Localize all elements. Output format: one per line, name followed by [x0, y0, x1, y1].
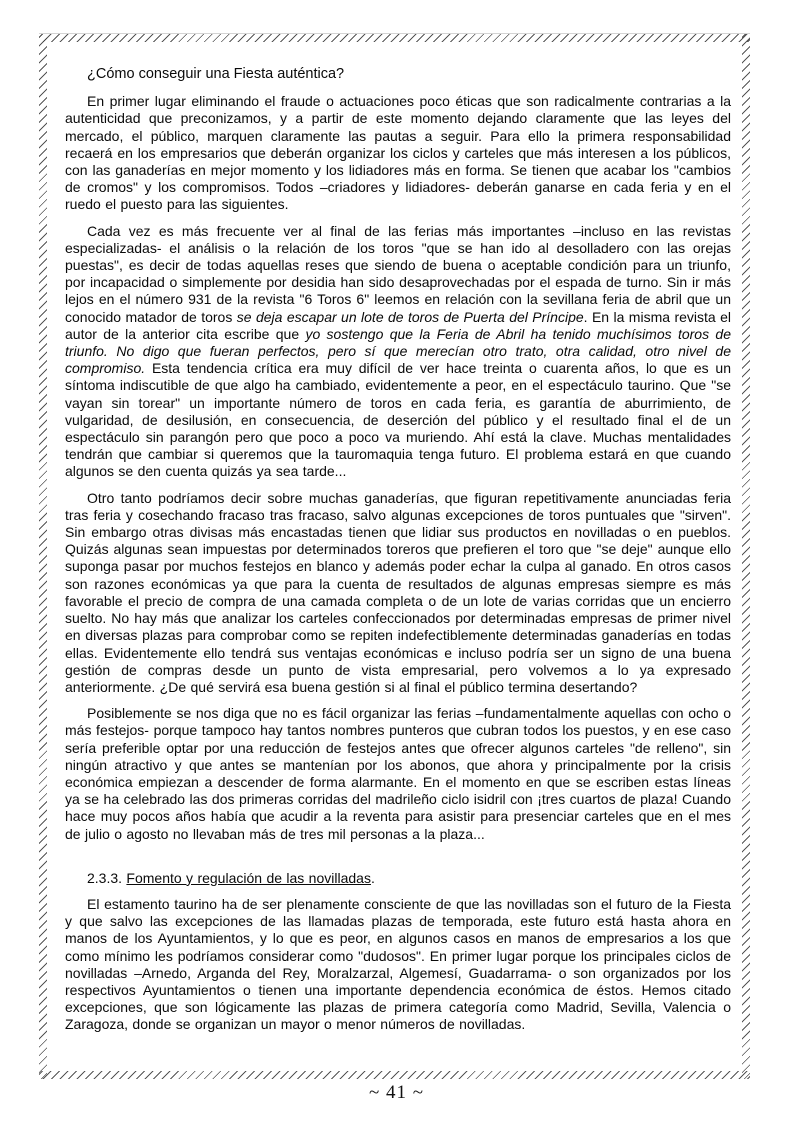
- text-run: Otro tanto podríamos decir sobre muchas ganaderías, que figuran repetitivamente anunciadas feria tras feria y cosechando fracaso tras fracaso, salvo algunas excepciones de toros puntuales que "sirven". Sin embargo otras divisas más encastadas tienen que lidiar sus productos en novilladas o en pueblos. Quizás algunas sean impuestas por determinados toreros que prefieren el toro que "se deje" aunque ello suponga pasar por muchos festejos en blanco y además poder echar la culpa al ganado. En otros casos son razones económicas ya que para la cuenta de resultados de algunas empresas siempre es más favorable el precio de compra de una camada completa o de un lote de varias corridas que un encierro suelto. No hay más que analizar los carteles confeccionados por determinadas empresas de primer nivel en diversas plazas para comprobar como se repiten indefectiblemente determinadas ganaderías en todas ellas. Evidentemente ello tendrá sus ventajas económicas e incluso podría ser un signo de una buena gestión de compras desde un punto de vista empresarial, pero volvemos a lo ya expresado anteriormente. ¿De qué servirá esa buena gestión si al final el público termina desertando?: [65, 489, 731, 695]
- page-border-left: [39, 34, 47, 1079]
- text-run-italic: yo sostengo que la Feria de Abril ha tenido muchísimos toros de triunfo. No digo que fueran perfectos, pero sí que merecían otro trato, otra calidad, otro nivel de compromiso.: [65, 325, 731, 377]
- paragraph-5: [65, 896, 731, 1034]
- text-run: Posiblemente se nos diga que no es fácil organizar las ferias –fundamentalmente aquellas con ocho o más festejos- porque tampoco hay tantos nombres punteros que cubran todos los puestos, y en ese caso sería preferible optar por una reducción de festejos antes que ofrecer algunos carteles "de relleno", sin ningún atractivo y que antes se mantenían por los abonos, que ahora y principalmente por la crisis económica empiezan a descender de forma alarmante. En el momento en que se escriben estas líneas ya se ha celebrado las dos primeras corridas del madrileño ciclo isidril con ¡tres cuartos de plaza! Cuando hace muy pocos años había que acudir a la reventa para asistir para presenciar carteles que en el mes de julio o agosto no llevaban más de tres mil personas a la plaza...: [65, 705, 731, 842]
- document-body: [47, 42, 742, 1071]
- text-run: El estamento taurino ha de ser plenamente consciente de que las novilladas son el futuro de la Fiesta y que salvo las excepciones de las llamadas plazas de temporada, este futuro está hasta ahora en manos de los Ayuntamientos, y lo que es peor, en algunos casos en manos de empresarios a los que como mínimo les podríamos considerar como "dudosos". En primer lugar porque los principales ciclos de novilladas –Arnedo, Arganda del Rey, Moralzarzal, Algemesí, Guadarrama- o son organizados por los respectivos Ayuntamientos o tienen una importante dependencia económica de éstos. Hemos citado excepciones, que son lógicamente las plazas de primera categoría como Madrid, Sevilla, Valencia o Zaragoza, donde se organizan un mayor o menor números de novilladas.: [65, 895, 731, 1033]
- paragraph-4: [65, 705, 731, 843]
- page-border-right: [742, 34, 750, 1079]
- page-number: [0, 1082, 793, 1104]
- page-number-text: ~ 41 ~: [368, 1082, 425, 1103]
- decorative-page-border: [39, 33, 750, 1079]
- page-border-bottom: [39, 1071, 750, 1079]
- page-title: [65, 66, 731, 83]
- paragraph-1: [65, 93, 731, 213]
- section-heading-2-3-3: [65, 870, 731, 887]
- text-run: Cada vez es más frecuente ver al final de las ferias más importantes –incluso en las revistas especializadas- el análisis o la relación de los toros "que se han ido al desolladero con las orejas puestas", es decir de todas aquellas reses que siendo de buena o aceptable condición para un triunfo, por incapacidad o simplemente por desidia han sido desaprovechadas por el espada de turno. Sin ir más lejos en el número 931 de la revista "6 Toros 6" leemos en relación con la sevillana feria de abril que un conocido matador de toros: [65, 222, 731, 325]
- title-text: ¿Cómo conseguir una Fiesta auténtica?: [87, 66, 345, 82]
- text-run: . En la misma revista el autor de la anterior cita escribe que: [65, 308, 731, 342]
- heading-title-underlined: Fomento y regulación de las novilladas: [126, 869, 371, 886]
- paragraph-2: [65, 223, 731, 481]
- paragraph-3: [65, 490, 731, 696]
- text-run: Esta tendencia crítica era muy difícil de ver hace treinta o cuarenta años, lo que es un síntoma indiscutible de que algo ha cambiado, evidentemente a peor, en el espectáculo taurino. Que "se vayan sin torear" un importante número de toros en cada feria, es garantía de aburrimiento, de vulgaridad, de desilusión, en consecuencia, de deserción del público y el resultado final el de un espectáculo sin parangón pero que poco a poco va muriendo. Ahí está la clave. Muchas mentalidades tendrán que cambiar si queremos que la tauromaquia tenga futuro. El problema estará en que cuando algunos se den cuenta quizás ya sea tarde...: [65, 360, 731, 480]
- text-run: En primer lugar eliminando el fraude o actuaciones poco éticas que son radicalmente contrarias a la autenticidad que preconizamos, y a partir de este momento dejando claramente que las leyes del mercado, el público, marquen claramente las pautas a seguir. Para ello la primera responsabilidad recaerá en los empresarios que deberán organizar los ciclos y carteles que más interesen a los públicos, con las ganaderías en mejor momento y los lidiadores más en forma. Se tienen que acabar los "cambios de cromos" y los compromisos. Todos –criadores y lidiadores- deberán ganarse en cada feria y en el ruedo el puesto para las siguientes.: [65, 93, 731, 213]
- heading-number: 2.3.3.: [87, 869, 127, 886]
- page-border-top: [39, 34, 750, 42]
- text-run-italic: se deja escapar un lote de toros de Puerta del Príncipe: [236, 308, 584, 325]
- heading-period: .: [370, 869, 375, 886]
